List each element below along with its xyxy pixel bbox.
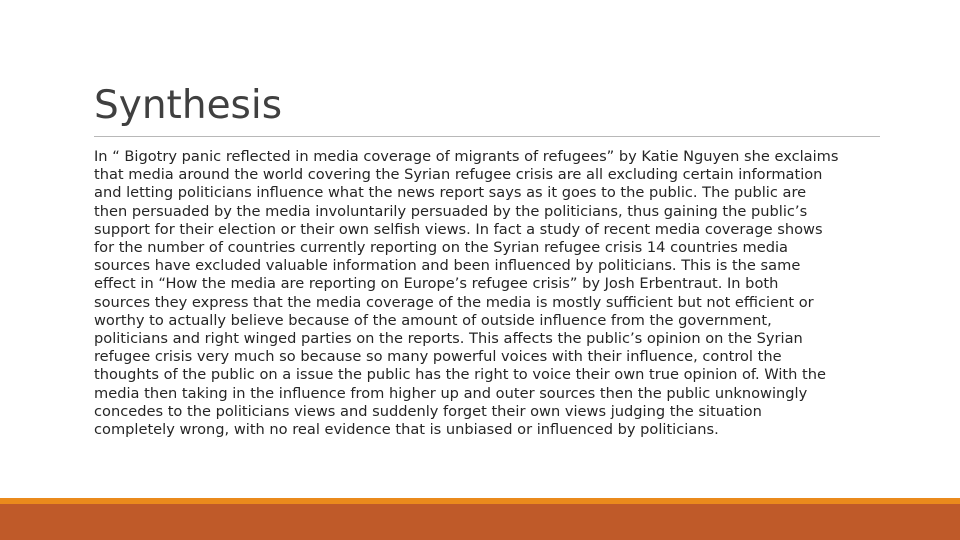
body-text-line: that media around the world covering the Syrian refugee crisis are all excluding certain information xyxy=(94,166,823,184)
body-text-line: refugee crisis very much so because so many powerful voices with their influence, control the xyxy=(94,348,782,366)
footer-band xyxy=(0,504,960,540)
body-text-line: worthy to actually believe because of the amount of outside influence from the government, xyxy=(94,311,772,329)
slide-body-text xyxy=(94,148,880,439)
body-text-line: media then taking in the influence from higher up and outer sources then the public unknowingly xyxy=(94,384,808,402)
body-text-line: thoughts of the public on a issue the public has the right to voice their own true opinion of. With the xyxy=(94,366,826,384)
body-text-line: then persuaded by the media involuntarily persuaded by the politicians, thus gaining the public’s xyxy=(94,202,808,220)
body-text-line: support for their election or their own selfish views. In fact a study of recent media coverage shows xyxy=(94,220,823,238)
body-text-line: completely wrong, with no real evidence that is unbiased or influenced by politicians. xyxy=(94,421,719,439)
body-text-line: concedes to the politicians views and suddenly forget their own views judging the situation xyxy=(94,402,762,420)
body-text-line: politicians and right winged parties on the reports. This affects the public’s opinion on the Syrian xyxy=(94,330,803,348)
body-text-line: for the number of countries currently reporting on the Syrian refugee crisis 14 countries media xyxy=(94,239,788,257)
body-text-line: effect in “How the media are reporting on Europe’s refugee crisis” by Josh Erbentraut. In both xyxy=(94,275,779,293)
title-divider xyxy=(94,136,880,137)
body-text-line: and letting politicians influence what the news report says as it goes to the public. The public are xyxy=(94,184,807,202)
body-text-line: In “ Bigotry panic reflected in media coverage of migrants of refugees” by Katie Nguyen she exclaims xyxy=(94,148,839,165)
body-text-line: sources they express that the media coverage of the media is mostly sufficient but not efficient or xyxy=(94,293,814,311)
slide-title: Synthesis xyxy=(94,83,283,128)
body-text-line: sources have excluded valuable information and been influenced by politicians. This is the same xyxy=(94,257,801,275)
